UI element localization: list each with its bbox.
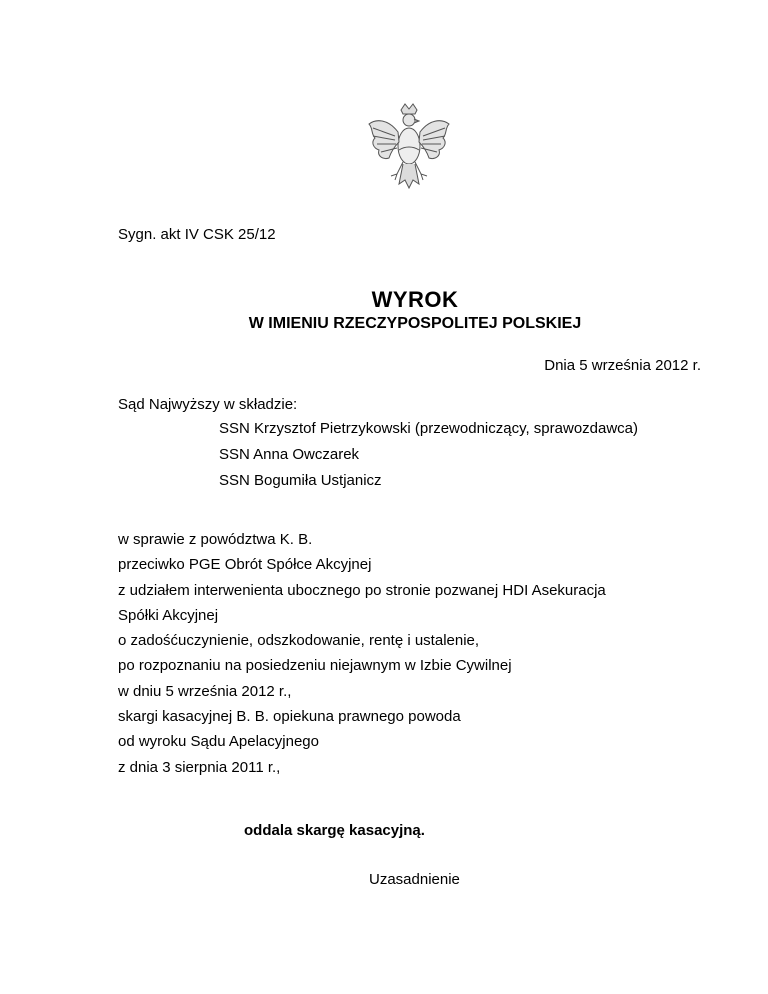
document-subtitle: W IMIENIU RZECZYPOSPOLITEJ POLSKIEJ <box>248 315 582 332</box>
case-line: po rozpoznaniu na posiedzeniu niejawnym w Izbie Cywilnej <box>118 657 512 675</box>
case-line: z udziałem interwenienta ubocznego po stronie pozwanej HDI Asekuracja <box>118 581 606 599</box>
case-line: skargi kasacyjnej B. B. opiekuna prawnego powoda <box>118 708 461 726</box>
verdict-text: oddala skargę kasacyjną. <box>244 822 425 839</box>
case-line: od wyroku Sądu Apelacyjnego <box>118 733 319 751</box>
polish-eagle-emblem-icon <box>361 102 457 194</box>
court-composition-intro: Sąd Najwyższy w składzie: <box>118 396 298 413</box>
panel-member: SSN Anna Owczarek <box>219 446 360 463</box>
case-description <box>118 527 606 780</box>
case-line: o zadośćuczynienie, odszkodowanie, rentę i ustalenie, <box>118 632 480 650</box>
justification-heading: Uzasadnienie <box>369 871 460 888</box>
case-line: w dniu 5 września 2012 r., <box>118 682 292 700</box>
case-line: w sprawie z powództwa K. B. <box>118 531 313 548</box>
case-line: Spółki Akcyjnej <box>118 606 219 624</box>
panel-member: SSN Krzysztof Pietrzykowski (przewodniczący, sprawozdawca) <box>219 420 639 437</box>
document-title: WYROK <box>371 287 459 312</box>
judge-panel <box>219 416 638 494</box>
case-line: z dnia 3 sierpnia 2011 r., <box>118 758 281 776</box>
panel-member: SSN Bogumiła Ustjanicz <box>219 472 382 489</box>
case-signature: Sygn. akt IV CSK 25/12 <box>118 226 276 243</box>
judgment-date: Dnia 5 września 2012 r. <box>544 357 701 374</box>
case-line: przeciwko PGE Obrót Spółce Akcyjnej <box>118 556 372 574</box>
